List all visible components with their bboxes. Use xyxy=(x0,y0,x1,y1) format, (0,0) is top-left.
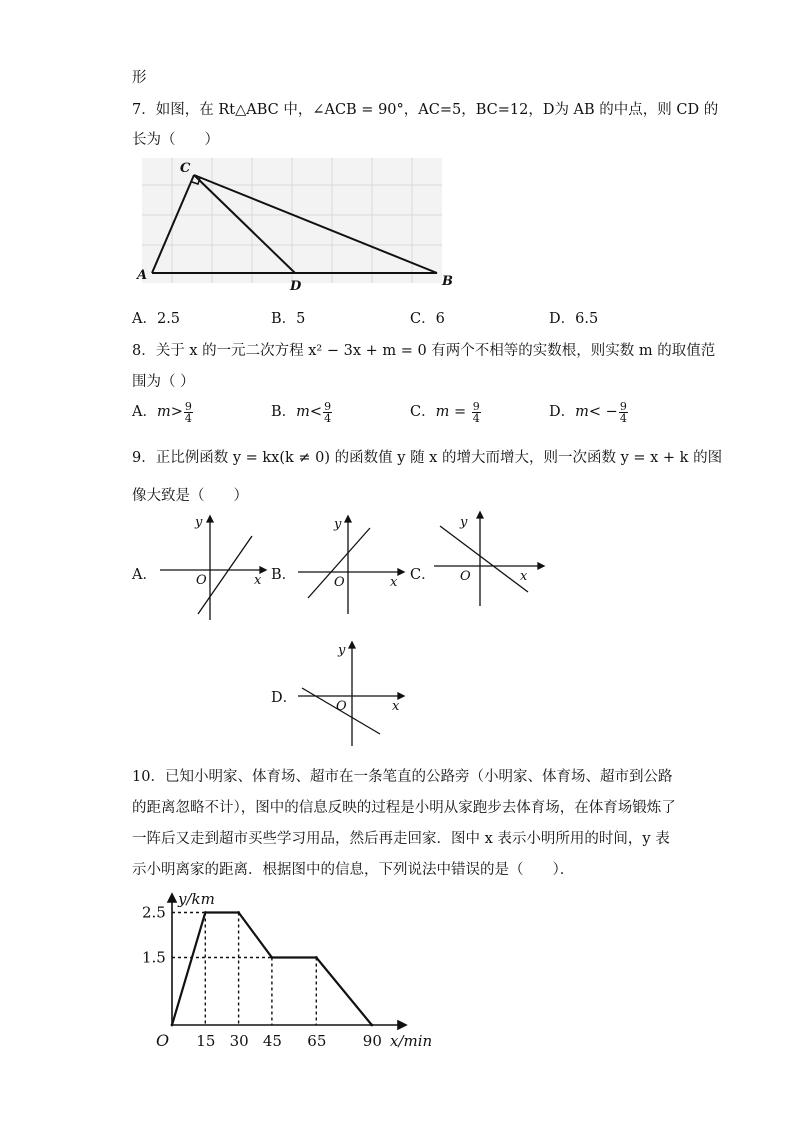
chart-origin-label: O xyxy=(156,1031,170,1050)
svg-text:y: y xyxy=(195,515,203,530)
q7-triangle-figure xyxy=(132,155,462,295)
label-a: A xyxy=(137,268,148,283)
chart-x-tick-label: 15 xyxy=(196,1032,216,1050)
chart-x-tick-label: 65 xyxy=(307,1032,327,1050)
q9-option-d-label[interactable]: D． xyxy=(271,690,298,706)
label-d: D xyxy=(290,279,302,294)
chart-y-tick-label: 1.5 xyxy=(142,948,166,967)
q8-option-d[interactable]: D．m< − $\frac{9}{4}$ xyxy=(549,399,627,425)
q10-text-line2: 的距离忽略不计），图中的信息反映的过程是小明从家跑步去体育场，在体育场锻炼了 xyxy=(132,800,676,816)
q7-option-d[interactable]: D．6.5 xyxy=(549,311,599,327)
svg-text:y: y xyxy=(334,517,342,532)
chart-x-tick-label: 90 xyxy=(362,1032,382,1050)
svg-text:x: x xyxy=(390,575,398,590)
q9-option-b-label[interactable]: B． xyxy=(271,567,297,583)
svg-text:O: O xyxy=(334,575,345,590)
previous-question-fragment: 形 xyxy=(132,70,147,86)
chart-data-point xyxy=(171,1024,174,1027)
chart-data-point xyxy=(237,911,240,914)
q9-option-c-label[interactable]: C． xyxy=(410,567,436,583)
q9-text-line2: 像大致是（ ） xyxy=(132,488,248,504)
q7-text-line2: 长为（ ） xyxy=(132,132,219,148)
svg-text:y: y xyxy=(338,643,346,658)
q9-graph-c[interactable] xyxy=(434,510,546,622)
q7-option-c[interactable]: C．6 xyxy=(410,311,445,327)
q9-graph-d[interactable] xyxy=(298,640,408,750)
q10-text-line4: 示小明离家的距离．根据图中的信息，下列说法中错误的是（ ）． xyxy=(132,862,575,878)
chart-x-tick-label: 30 xyxy=(229,1032,249,1050)
q9-graph-a[interactable] xyxy=(160,514,270,622)
q8-text-line2: 围为（ ） xyxy=(132,374,195,390)
q8-option-c[interactable]: C．m = $\frac{9}{4}$ xyxy=(410,399,480,425)
svg-text:x: x xyxy=(254,573,262,588)
q9-option-a-label[interactable]: A． xyxy=(132,567,157,583)
label-b: B xyxy=(442,274,453,289)
q10-text-line3: 一阵后又走到超市买些学习用品，然后再走回家．图中 x 表示小明所用的时间，y 表 xyxy=(132,831,670,847)
svg-text:x: x xyxy=(392,699,400,714)
q7-option-a[interactable]: A．2.5 xyxy=(132,311,181,327)
q9-text-line1: 9．正比例函数 y = kx(k ≠ 0) 的函数值 y 随 x 的增大而增大，则一次函数 y = x + k 的图 xyxy=(132,450,723,466)
q8-option-b[interactable]: B．m< $\frac{9}{4}$ xyxy=(271,399,332,425)
svg-text:y: y xyxy=(460,515,468,530)
chart-x-arrow xyxy=(398,1021,406,1029)
q7-option-b[interactable]: B．5 xyxy=(271,311,306,327)
chart-y-tick-label: 2.5 xyxy=(142,903,166,922)
svg-text:x: x xyxy=(520,569,528,584)
chart-data-point xyxy=(271,956,274,959)
q8-text-line1: 8．关于 x 的一元二次方程 x² − 3x + m = 0 有两个不相等的实数根，则实数 m 的取值范 xyxy=(132,343,716,359)
chart-y-arrow xyxy=(168,894,176,902)
q10-distance-time-chart xyxy=(140,890,450,1060)
svg-text:O: O xyxy=(336,699,347,714)
chart-y-label: y/km xyxy=(178,890,215,908)
chart-data-point xyxy=(204,911,207,914)
svg-text:O: O xyxy=(460,569,471,584)
q9-graph-b[interactable] xyxy=(298,514,408,622)
q8-option-a[interactable]: A．m> $\frac{9}{4}$ xyxy=(132,399,192,425)
svg-text:O: O xyxy=(196,573,207,588)
label-c: C xyxy=(180,161,191,176)
chart-x-tick-label: 45 xyxy=(262,1032,282,1050)
chart-data-point xyxy=(370,1024,373,1027)
chart-x-label: x/min xyxy=(390,1032,433,1050)
q10-text-line1: 10．已知小明家、体育场、超市在一条笔直的公路旁（小明家、体育场、超市到公路 xyxy=(132,769,673,785)
graph-c-line xyxy=(440,526,528,592)
chart-data-point xyxy=(315,956,318,959)
q7-text-line1: 7．如图，在 Rt△ABC 中，∠ACB = 90°，AC=5，BC=12，D为 AB 的中点，则 CD 的 xyxy=(132,102,719,118)
